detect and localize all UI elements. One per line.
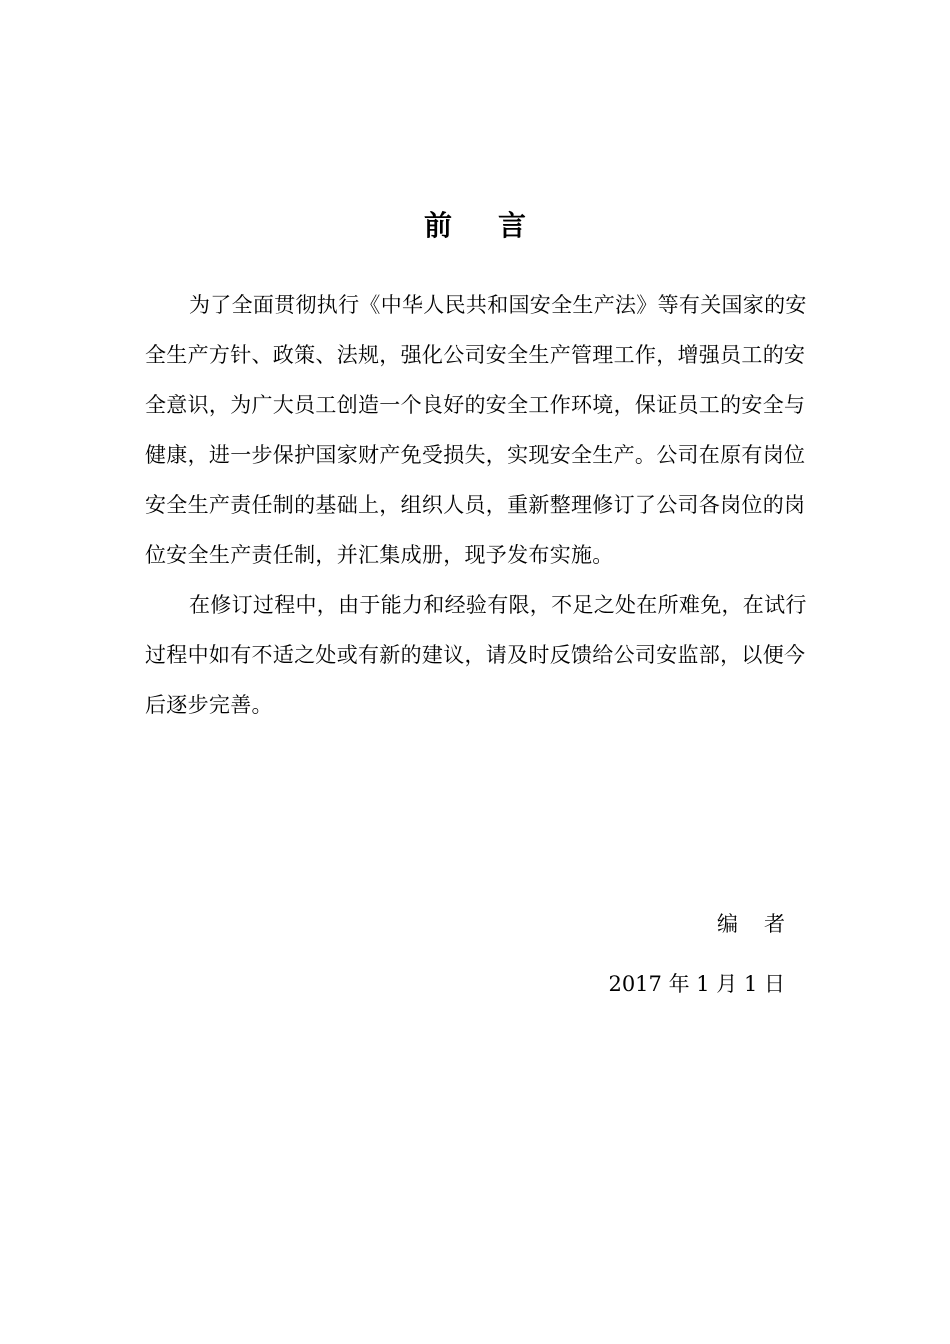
paragraph-2: 在修订过程中，由于能力和经验有限，不足之处在所难免，在试行过程中如有不适之处或有新的建议，请及时反馈给公司安监部，以便今后逐步完善。 <box>145 593 807 717</box>
preface-body <box>145 280 810 730</box>
author-signature: 编者 <box>717 912 811 936</box>
paragraph-1: 为了全面贯彻执行《中华人民共和国安全生产法》等有关国家的安全生产方针、政策、法规，强化公司安全生产管理工作，增强员工的安全意识，为广大员工创造一个良好的安全工作环境，保证员工的安全与健康，进一步保护国家财产免受损失，实现安全生产。公司在原有岗位安全生产责任制的基础上，组织人员，重新整理修订了公司各岗位的岗位安全生产责任制，并汇集成册，现予发布实施。 <box>145 293 807 567</box>
document-date: 2017 年 1 月 1 日 <box>608 972 785 996</box>
page-title: 前言 <box>423 209 572 242</box>
